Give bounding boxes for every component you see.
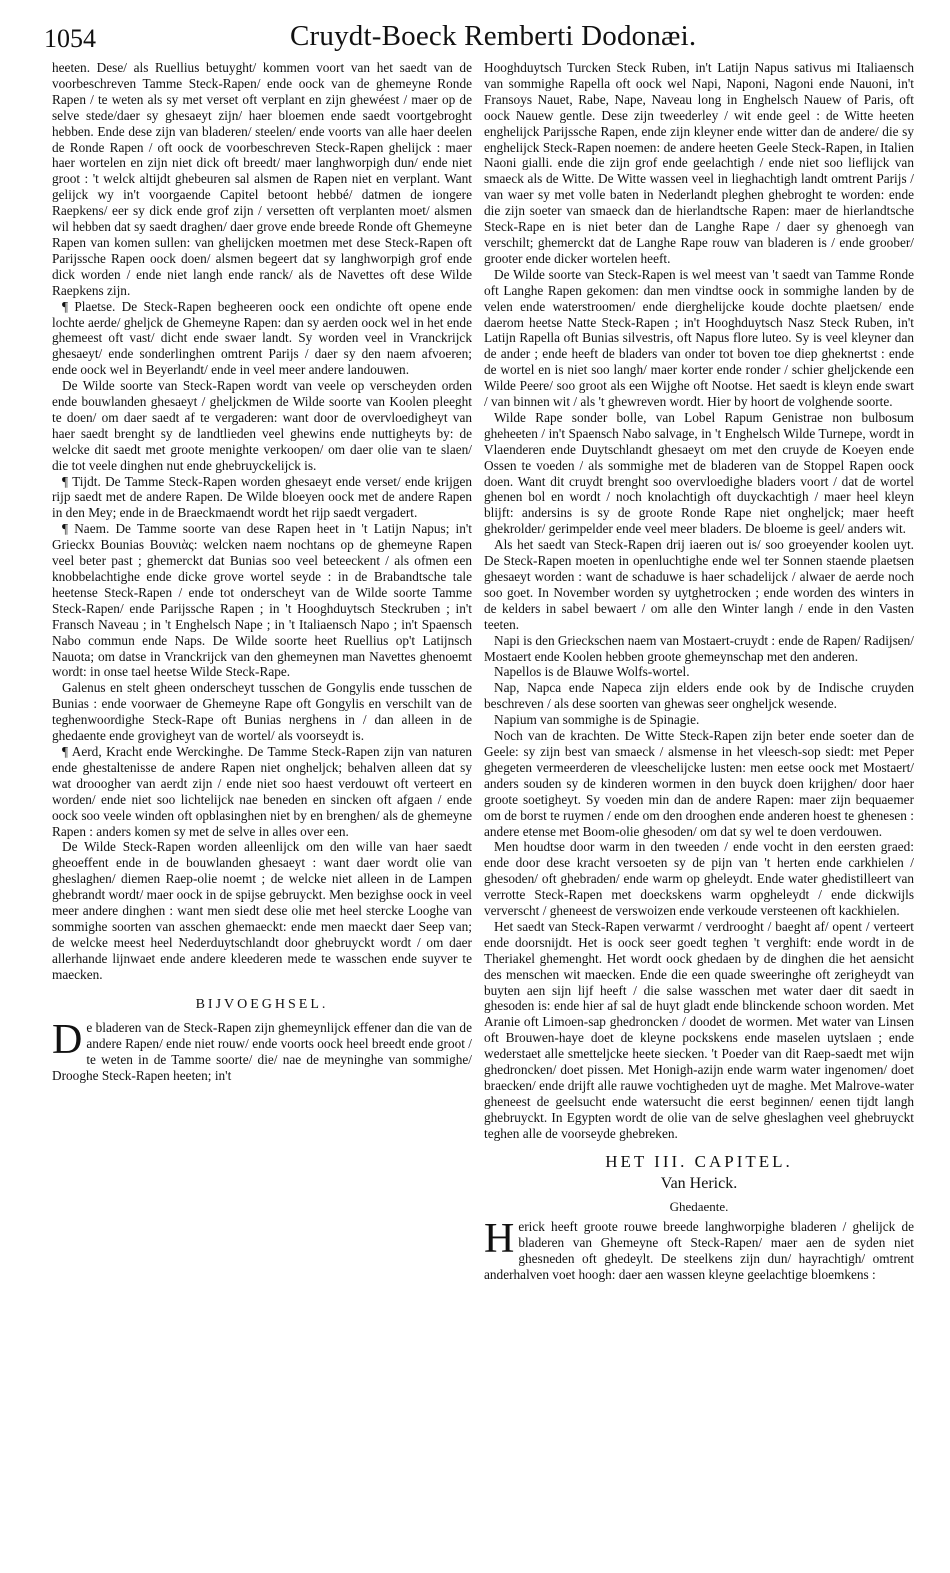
- paragraph-text: e bladeren van de Steck-Rapen zijn ghemeynlijck effener dan die van de andere Rapen/ ende niet rouw/ ende voorts oock heel breedt ende groot / te weten in de Tamme soorte/ die/ nae de meyninghe van sommighe/ Drooghe Steck-Rapen heeten; in't: [52, 1020, 472, 1084]
- paragraph: Wilde Rape sonder bolle, van Lobel Rapum Genistrae non bulbosum gheheeten / in't Spaensch Nabo salvage, in 't Enghelsch Wilde Turnepe, wordt in Vlaenderen ende Duytschlandt ghesaeyt om met den cruyde de Koeyen ende Ossen te voeden / als sommighe met de bladeren van de Stoppel Rapen oock doen. Want dit cruydt brenght soo overvloedighe bladers voort / dat de wortel ghenen bol en wordt / noch knolachtigh oft duyckachtigh / maer heel kleyn blijft: andersins is sy de groote Ronde Rape niet ongheljck; maer heeft ghekrolder/ gerimpelder ende veel meer bladers. De bloeme is geel/ anders wit.: [484, 409, 914, 537]
- paragraph: heeten. Dese/ als Ruellius betuyght/ kommen voort van het saedt van de voorbeschreven Tamme Steck-Rapen/ ende oock van de ghemeyne Ronde Rapen / te weten als sy met verset oft verplant en zijn ghewéest / maer op de selve stede/daer sy ghesaeyt zijn/ haer bloemen ende saedt voortgebroght hebben. Ende dese zijn van bladeren/ steelen/ ende voorts van alle haer deelen de Ronde Rapen / oft oock de voorbeschreven Steck-Rapen ghelijck : maer haer wortelen en zijn niet dick oft breedt/ maer langhworpigh dun/ ende niet groot : 't welck altijdt ghebeuren sal alsmen de Rapen niet en verplant. Want gelijck wy in't voorgaende Capitel betoont hebbé/ datmen de iongere Raepkens/ eer sy dick ende grof zijn / versetten oft verplanten moet/ alsmen wil hebben dat sy saedt draghen/ daer grove ende breede Ronde oft Ghemeyne Rapen van komen sullen: van ghelijcken moetmen met dese Steck-Rapen oft Parijssche Rapen oock doen/ alsmen begeert dat sy langhworpigh grof ende dick worden / ende niet langh ende ranck/ als de Navettes oft dese Wilde Raepkens zijn.: [52, 60, 472, 298]
- paragraph: ¶ Aerd, Kracht ende Werckinghe. De Tamme Steck-Rapen zijn van naturen ende ghestaltenisse de andere Rapen niet ongheljck; behalven alleen dat sy wat drooogher van aerdt zijn / ende niet soo haest verdouwt oft verteert en worden/ ende niet soo lichtelijck nae beneden en sincken oft afgaen / ende oock soo veele winden oft opblasinghen niet by en brenghen/ als de ghemeyne Rapen : anders komen sy met de selve in alles over een.: [52, 743, 472, 839]
- paragraph: Als het saedt van Steck-Rapen drij iaeren out is/ soo groeyender koolen uyt. De Steck-Rapen moeten in openluchtighe ende wel ter Sonnen staende plaetsen ghesaeyt worden : want de schaduwe is haer schadelijck / alwaer de aerde noch soo goet. In November worden sy uytghetrocken ; ende worden des winters in de kelders in sabel bewaert / om alle den Winter langh / ende in den Vasten teeten.: [484, 537, 914, 632]
- paragraph: Noch van de krachten. De Witte Steck-Rapen zijn beter ende soeter dan de Geele: sy zijn best van smaeck / alsmense in het vleesch-sop siedt: met Peper ghegeten vermeerderen de vleeschelijcke lusten: men eetse oock met Mostaert/ anders souden sy de kinderen wormen in den buyck doen krijghen/ door haer groote soetigheyt. Sy voeden min dan de andere Rapen: maer zijn bequaemer om de borst te ruymen / ende om den drooghen ende anderen hoest te ghenesen : andere etense met Boom-olie ghesoden/ om dat sy wel te doen verdouwen.: [484, 728, 914, 839]
- paragraph: ¶ Plaetse. De Steck-Rapen begheeren oock een ondichte oft opene ende lochte aerde/ gheljck de Ghemeyne Rapen: dan sy aerden oock wel in het ende ghemeest oft vast/ dicht ende swaer landt. Sy worden veel in Vranckrijck ghesaeyt/ ende sonderlinghen omtrent Parijs / daer sy den naem afvoeren; ende oock wel in Beyerlandt/ ende in veel meer andere landouwen.: [52, 298, 472, 378]
- paragraph-with-dropcap: [484, 1216, 914, 1283]
- chapter-heading: HET III. CAPITEL.: [605, 1151, 793, 1171]
- page-number: 1054: [44, 24, 96, 53]
- paragraph: Napellos is de Blauwe Wolfs-wortel.: [494, 664, 690, 680]
- chapter-subtitle: Van Herick.: [660, 1174, 738, 1192]
- paragraph: ¶ Tijdt. De Tamme Steck-Rapen worden ghesaeyt ende verset/ ende krijgen rijp saedt met de andere Rapen. De Wilde bloeyen oock met de andere Rapen in den Mey; ende in de Braeckmaendt wordt het rijp saedt vergadert.: [52, 473, 472, 521]
- paragraph: Hooghduytsch Turcken Steck Ruben, in't Latijn Napus sativus mi Italiaensch van sommighe Rapella oft oock wel Napi, Naponi, Nagoni ende Nauoni, in't Fransoys Nauet, Rabe, Nape, Naveau long in Enghelsch Nauew of Paris, oft oock Nauew gentle. Dese zijn tweederley / wit ende geel : de Witte heeten enghelijck Parijssche Rapen, ende zijn kleyner ende witter dan de andere/ die sy enghelijck Steck-Rapen noemen: de andere heeten Geele Steck-Rapen, in Italien Naoni gialli. ende die zijn grof ende geelachtigh / ende niet soo lieflijck van smaeck als de Witte. De Witte wassen veel in lieghachtigh landt omtrent Parijs / van waer sy met volle baten in Nederlandt pleghen ghebroght te worden: ende die zijn soeter van smaeck dan de hierlandtsche Rapen: maer de hierlandtsche Steck-Rape en is niet beter dan de Langhe Rape / daer sy ghenoegh van verschilt; ghemerckt dat de Langhe Rape rouw van bladeren is / ende groober/ grooter ende dicker wortelen heeft.: [484, 60, 914, 266]
- paragraph: Napium van sommighe is de Spinagie.: [494, 712, 700, 728]
- paragraph-with-dropcap: [52, 1017, 472, 1084]
- paragraph: De Wilde soorte van Steck-Rapen wordt van veele op verscheyden orden ende bouwlanden ghesaeyt / gheljckmen de Wilde soorte van Koolen pleeght te doen/ om daer saedt af te vergaderen: want door de overvloedigheyt van haer saedt brenght sy de landtlieden veel ghewins ende nuttigheyts by: de welcke dit saedt met groote menighte verkoopen/ om daer olie van te slaen/ die tot veele dinghen nut ende ghebruyckelijck is.: [52, 378, 472, 473]
- paragraph: Nap, Napca ende Napeca zijn elders ende ook by de Indische cruyden beschreven / als dese soorten van ghewas seer ongheljck wesende.: [484, 680, 914, 712]
- running-title: Cruydt-Boeck Remberti Dodonæi.: [290, 20, 697, 52]
- paragraph: ¶ Naem. De Tamme soorte van dese Rapen heet in 't Latijn Napus; in't Grieckx Bounias Βουνιὰς: welcken naem nochtans op de ghemeyne Rapen veel beter past ; ghemerckt dat Bunias soo veel beteeckent / als ofmen een knobbelachtighe ende dicke grove wortel seyde : in de Brabandtsche tale heetense Steck-Rapen / ende tot onderscheyt van de Wilde soorte Tamme Steck-Rapen/ ende Parijssche Rapen ; in 't Hooghduytsch Steckruben ; in't Fransch Naveau ; in 't Enghelsch Nape ; in 't Italiaensch Napo ; in't Spaensch Nabo commun ende Naps. De Wilde soorte heet Ruellius op't Latijnsch Nauota; om datse in Vranckrijck van den ghemeynen man Navettes ghenoemt wordt: in onse tael heetse Wilde Steck-Rape.: [52, 521, 472, 680]
- paragraph: Het saedt van Steck-Rapen verwarmt / verdrooght / baeght af/ opent / verteert ende doorsnijdt. Het is oock seer goedt teghen 't verghift: ende wordt in de Theriakel ghemenght. Het wordt oock ghedaen by de dinghen die het aensicht des menschen wit maecken. Ende die een quade sweeringhe oft zerigheydt van buyten aen sijn lijf heeft / die salse wasschen met water daer dit saedt in ghesoden is: ende hier af sal de huyt gladt ende blinckende schoon worden. Met Aranie oft Limoen-sap ghedroncken / doodet de wormen. Met water van Linsen oft Brouwen-haye doet de kleyne pockskens ende maselen uytslaen ; ende wederstaet alle smetteljcke heete siecken. 't Poeder van dit Raep-saedt met wijn ghedroncken/ doet pissen. Met Honigh-azijn ende warm water ingenomen/ doet braecken/ ende drijft alle rauwe vochtigheden uyt de maghe. Met Malrove-water gheneest de geelsucht ende watersucht die eerst beginnen/ eenen tijdt langh ghebruyckt. In Egypten wordt de olie van de selve gheslaghen veel ghebruyckt teghen alle de voorseyde ghebreken.: [484, 918, 914, 1141]
- left-column: [52, 60, 472, 1084]
- right-column: [484, 60, 914, 1283]
- drop-cap: H: [484, 1216, 515, 1263]
- drop-cap: D: [52, 1017, 83, 1064]
- page-header: [0, 18, 950, 58]
- paragraph: Napi is den Grieckschen naem van Mostaert-cruydt : ende de Rapen/ Radijsen/ Mostaert ende Koolen hebben groote ghemeynschap met den anderen.: [484, 632, 914, 664]
- section-heading: BIJVOEGHSEL.: [195, 996, 329, 1012]
- paragraph: De Wilde Steck-Rapen worden alleenlijck om den wille van haer saedt gheoeffent ende in de bouwlanden ghesaeyt : want daer wordt olie van gheslaghen/ diemen Raep-olie noemt ; de welcke niet alleen in de Lampen ghebrandt wordt/ maer oock in de spijse gebruyckt. Men bezighse oock in veel meer andere dinghen : want men siedt dese olie met heel stercke Looghe van sommighe soorten van asschen ghemaeckt: ende men maeckt daer Seep van; de welcke meest heel Nederduytschlandt door ghebruyckt wordt / om daer allerhande lijnwaet ende andere kleederen mede te wasschen ende suyver te maecken.: [52, 839, 472, 982]
- paragraph-text: erick heeft groote rouwe breede langhworpighe bladeren / ghelijck de bladeren van Ghemeyne oft Steck-Rapen/ maer aen de syden niet ghesneden oft ghedeylt. De steelkens zijn dun/ hayrachtigh/ omtrent anderhalven voet hoogh: daer aen wassen kleyne geelachtige bloemkens :: [484, 1219, 914, 1283]
- paragraph: Galenus en stelt gheen onderscheyt tusschen de Gongylis ende tusschen de Bunias : ende voorwaer de Ghemeyne Rape oft Gongylis en verschilt van de teghenwoordighe Steck-Rape oft Bunias nerghens in / dan alleen in de ghedaente ende grovigheyt van de wortel/ als voorseydt is.: [52, 680, 472, 744]
- section-heading: Ghedaente.: [669, 1199, 729, 1215]
- paragraph: Men houdtse door warm in den tweeden / ende vocht in den eersten graed: ende door dese kracht versoeten sy de pijn van 't herten ende carkhielen / ghesoden/ oft ghebraden/ ende warm op gheleydt. Ende water ghedistilleert van verrotte Steck-Rapen met doeckskens warm opgheleydt / ende dickwijls ververscht / gheneest de verswoizen ende verkoude versteenen oft kackhielen.: [484, 839, 914, 919]
- paragraph: De Wilde soorte van Steck-Rapen is wel meest van 't saedt van Tamme Ronde oft Langhe Rapen gekomen: dan men vindtse oock in sommighe landen by de velen ende waterstroomen/ ende dierghelijcke koude dochte plaetsen/ ende daerom heetse Natte Steck-Rapen ; in't Hooghduytsch Nasz Steck Ruben, in't Latijn Rapella oft Bunias silvestris, oft Napus flore luteo. Sy is veel kleyner dan de ander ; ende heeft de bladers van onder tot boven toe diep gheknertst : ende de wortel en is niet soo langh/ maer korter ende ronder / schier gheljckende een Wilde Peere/ soo groot als een Wijghe oft Nootse. Het saedt is kleyn ende swart / van binnen wit / als 't ghewreven wordt. Hier by hoort de volghende soorte.: [484, 266, 914, 410]
